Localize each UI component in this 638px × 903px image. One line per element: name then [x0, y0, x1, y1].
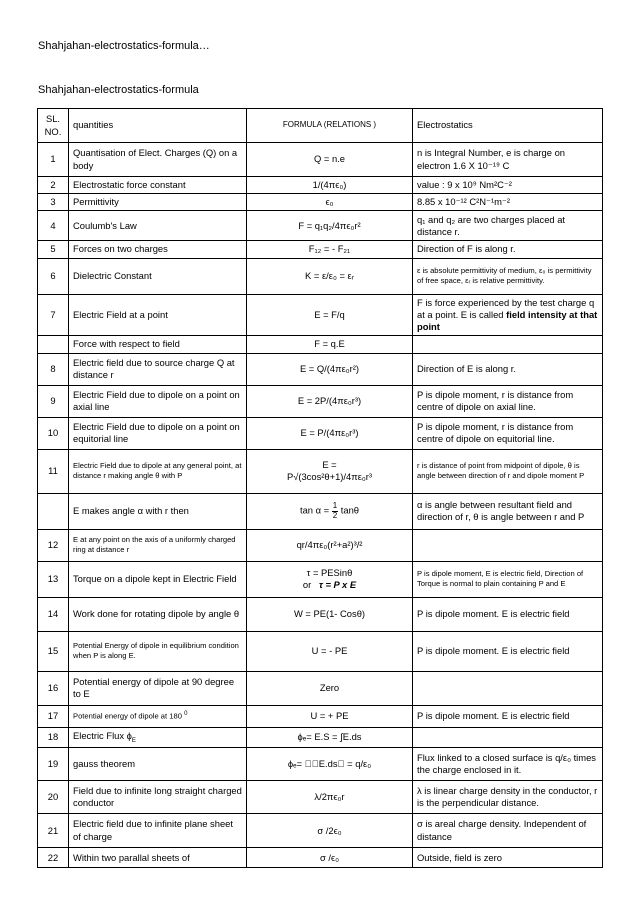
table-row [38, 143, 603, 177]
formula-line: τ = PESinθ [306, 566, 353, 578]
formula-cell: F = q₁q₂/4πϵ₀r² [247, 211, 413, 241]
formula-cell: F₁₂ = - F₂₁ [247, 241, 413, 258]
formula-cell: qr/4πε₀(r²+a²)³/² [247, 529, 413, 561]
note-cell: P is dipole moment, E is electric field, Direction of Torque is normal to plain containing P and E [413, 561, 603, 597]
header-quantities: quantities [69, 109, 247, 143]
row-number [38, 336, 69, 353]
table-row [38, 705, 603, 727]
row-number: 9 [38, 385, 69, 417]
quantity-cell: Torque on a dipole kept in Electric Field [69, 561, 247, 597]
quantity-cell: Electrostatic force constant [69, 177, 247, 194]
note-cell [413, 336, 603, 353]
note-emphasis: field intensity at that point [417, 308, 598, 333]
formula-cell: σ /2ϵ₀ [247, 814, 413, 848]
quantity-cell: Field due to infinite long straight charged conductor [69, 781, 247, 814]
note-cell: r is distance of point from midpoint of dipole, θ is angle between direction of r and dipole moment P [413, 449, 603, 493]
note-cell: σ is areal charge density. Independent of distance [413, 814, 603, 848]
quantity-cell: E at any point on the axis of a uniformly charged ring at distance r [69, 529, 247, 561]
note-cell: Outside, field is zero [413, 848, 603, 868]
note-cell: n is Integral Number, e is charge on electron 1.6 X 10⁻¹⁹ C [413, 143, 603, 177]
quantity-cell: Permittivity [69, 194, 247, 211]
row-number: 20 [38, 781, 69, 814]
table-row [38, 194, 603, 211]
flux-subscript: E [131, 737, 136, 744]
note-cell: P is dipole moment, r is distance from centre of dipole on equitorial line. [413, 417, 603, 449]
formula-cell: 1/(4πϵ₀) [247, 177, 413, 194]
formula-cell: σ /ϵ₀ [247, 848, 413, 868]
note-cell: P is dipole moment. E is electric field [413, 597, 603, 631]
table-row [38, 493, 603, 529]
table-row [38, 385, 603, 417]
formula-cell [247, 493, 413, 529]
quantity-cell: Quantisation of Elect. Charges (Q) on a body [69, 143, 247, 177]
quantity-cell: Electric Field due to dipole at any general point, at distance r making angle θ with P [69, 449, 247, 493]
quantity-cell [69, 727, 247, 748]
formula-cell: Zero [247, 671, 413, 705]
table-row [38, 241, 603, 258]
formula-line: P√(3cos²θ+1)/4πε₀r³ [286, 471, 373, 483]
row-number: 17 [38, 705, 69, 727]
formula-cell: λ/2πϵ₀r [247, 781, 413, 814]
row-number: 10 [38, 417, 69, 449]
formula-cell [247, 449, 413, 493]
header-formula: FORMULA (RELATIONS ) [247, 109, 413, 143]
quantity-cell: Electric field due to source charge Q at distance r [69, 353, 247, 385]
table-row [38, 727, 603, 748]
row-number: 7 [38, 294, 69, 336]
note-cell: ε is absolute permittivity of medium, ε₀ is permittivity of free space, εᵣ is relative permittivity. [413, 258, 603, 294]
note-cell: α is angle between resultant field and direction of r, θ is angle between r and P [413, 493, 603, 529]
formula-cell: U = - PE [247, 631, 413, 671]
table-row [38, 258, 603, 294]
quantity-cell: Coulumb's Law [69, 211, 247, 241]
quantity-cell: E makes angle α with r then [69, 493, 247, 529]
formula-cell: W = PE(1- Cosθ) [247, 597, 413, 631]
row-number: 13 [38, 561, 69, 597]
header-sl-no: SL. NO. [38, 109, 69, 143]
table-header-row [38, 109, 603, 143]
quantity-cell: Force with respect to field [69, 336, 247, 353]
row-number: 8 [38, 353, 69, 385]
note-cell [413, 671, 603, 705]
fraction-denominator: 2 [332, 510, 338, 520]
table-row [38, 631, 603, 671]
document-title: Shahjahan-electrostatics-formula… [38, 40, 210, 52]
header-electrostatics: Electrostatics [413, 109, 603, 143]
note-cell: λ is linear charge density in the conductor, r is the perpendicular distance. [413, 781, 603, 814]
formula-cell: E = Q/(4πε₀r²) [247, 353, 413, 385]
row-number: 19 [38, 748, 69, 781]
table-row [38, 211, 603, 241]
table-row [38, 848, 603, 868]
note-cell [413, 294, 603, 336]
formula-cell: U = + PE [247, 705, 413, 727]
formula-cell: ϵ₀ [247, 194, 413, 211]
row-number: 6 [38, 258, 69, 294]
table-row [38, 177, 603, 194]
formula-text: tanθ [338, 504, 360, 516]
quantity-cell: Electric field due to infinite plane sheet of charge [69, 814, 247, 848]
note-cell: Direction of E is along r. [413, 353, 603, 385]
table-row [38, 294, 603, 336]
formula-line: E = [322, 458, 337, 470]
row-number: 5 [38, 241, 69, 258]
quantity-text: Electric Flux ϕ [73, 729, 132, 741]
row-number: 1 [38, 143, 69, 177]
row-number: 15 [38, 631, 69, 671]
formula-line [251, 579, 408, 591]
table-row [38, 561, 603, 597]
row-number: 2 [38, 177, 69, 194]
table-row [38, 529, 603, 561]
table-row [38, 597, 603, 631]
row-number: 22 [38, 848, 69, 868]
table-row [38, 449, 603, 493]
row-number: 16 [38, 671, 69, 705]
quantity-cell: Electric Field at a point [69, 294, 247, 336]
formula-cell [247, 561, 413, 597]
quantity-text: Potential energy of dipole at 180 [73, 711, 182, 721]
degree-superscript: 0 [184, 711, 188, 718]
row-number: 12 [38, 529, 69, 561]
formula-vector: τ = P x E [319, 579, 357, 591]
note-cell [413, 727, 603, 748]
quantity-cell: Forces on two charges [69, 241, 247, 258]
row-number: 18 [38, 727, 69, 748]
row-number: 3 [38, 194, 69, 211]
row-number: 11 [38, 449, 69, 493]
table-row [38, 353, 603, 385]
table-row [38, 814, 603, 848]
row-number: 21 [38, 814, 69, 848]
note-cell: P is dipole moment. E is electric field [413, 631, 603, 671]
quantity-cell: Potential energy of dipole at 90 degree to E [69, 671, 247, 705]
formula-cell: E = P/(4πε₀r³) [247, 417, 413, 449]
document-subtitle: Shahjahan-electrostatics-formula [38, 84, 199, 96]
note-cell: Flux linked to a closed surface is q/ε₀ times the charge enclosed in it. [413, 748, 603, 781]
note-cell: P is dipole moment. E is electric field [413, 705, 603, 727]
quantity-cell: gauss theorem [69, 748, 247, 781]
note-cell: q₁ and q₂ are two charges placed at distance r. [413, 211, 603, 241]
formula-cell: ϕₑ= E.S = ∫E.ds [247, 727, 413, 748]
table-row [38, 417, 603, 449]
formula-cell: Q = n.e [247, 143, 413, 177]
row-number: 4 [38, 211, 69, 241]
note-text: F is force experienced by the test charge q at a point. E is called [417, 296, 595, 320]
formula-cell: E = 2P/(4πε₀r³) [247, 385, 413, 417]
formula-cell: ϕₑ= ∮⃒E.ds⃒ = q/ε₀ [247, 748, 413, 781]
formula-cell: F = q.E [247, 336, 413, 353]
quantity-cell [69, 705, 247, 727]
formula-cell: E = F/q [247, 294, 413, 336]
note-cell: P is dipole moment, r is distance from centre of dipole on axial line. [413, 385, 603, 417]
note-cell: 8.85 x 10⁻¹² C²N⁻¹m⁻² [413, 194, 603, 211]
table-row [38, 336, 603, 353]
formula-table [37, 108, 603, 868]
note-cell: Direction of F is along r. [413, 241, 603, 258]
note-cell [413, 529, 603, 561]
quantity-cell: Within two parallal sheets of [69, 848, 247, 868]
quantity-cell: Potential Energy of dipole in equilibrium condition when P is along E. [69, 631, 247, 671]
table-row [38, 781, 603, 814]
formula-or: or [302, 579, 312, 591]
table-row [38, 748, 603, 781]
row-number [38, 493, 69, 529]
quantity-cell: Dielectric Constant [69, 258, 247, 294]
row-number: 14 [38, 597, 69, 631]
quantity-cell: Work done for rotating dipole by angle θ [69, 597, 247, 631]
quantity-cell: Electric Field due to dipole on a point on equitorial line [69, 417, 247, 449]
fraction-numerator: 1 [332, 501, 338, 511]
quantity-cell: Electric Field due to dipole on a point on axial line [69, 385, 247, 417]
formula-cell: K = ε/ε₀ = εᵣ [247, 258, 413, 294]
table-row [38, 671, 603, 705]
note-cell: value : 9 x 10⁹ Nm²C⁻² [413, 177, 603, 194]
formula-text: tan α = [299, 504, 332, 516]
